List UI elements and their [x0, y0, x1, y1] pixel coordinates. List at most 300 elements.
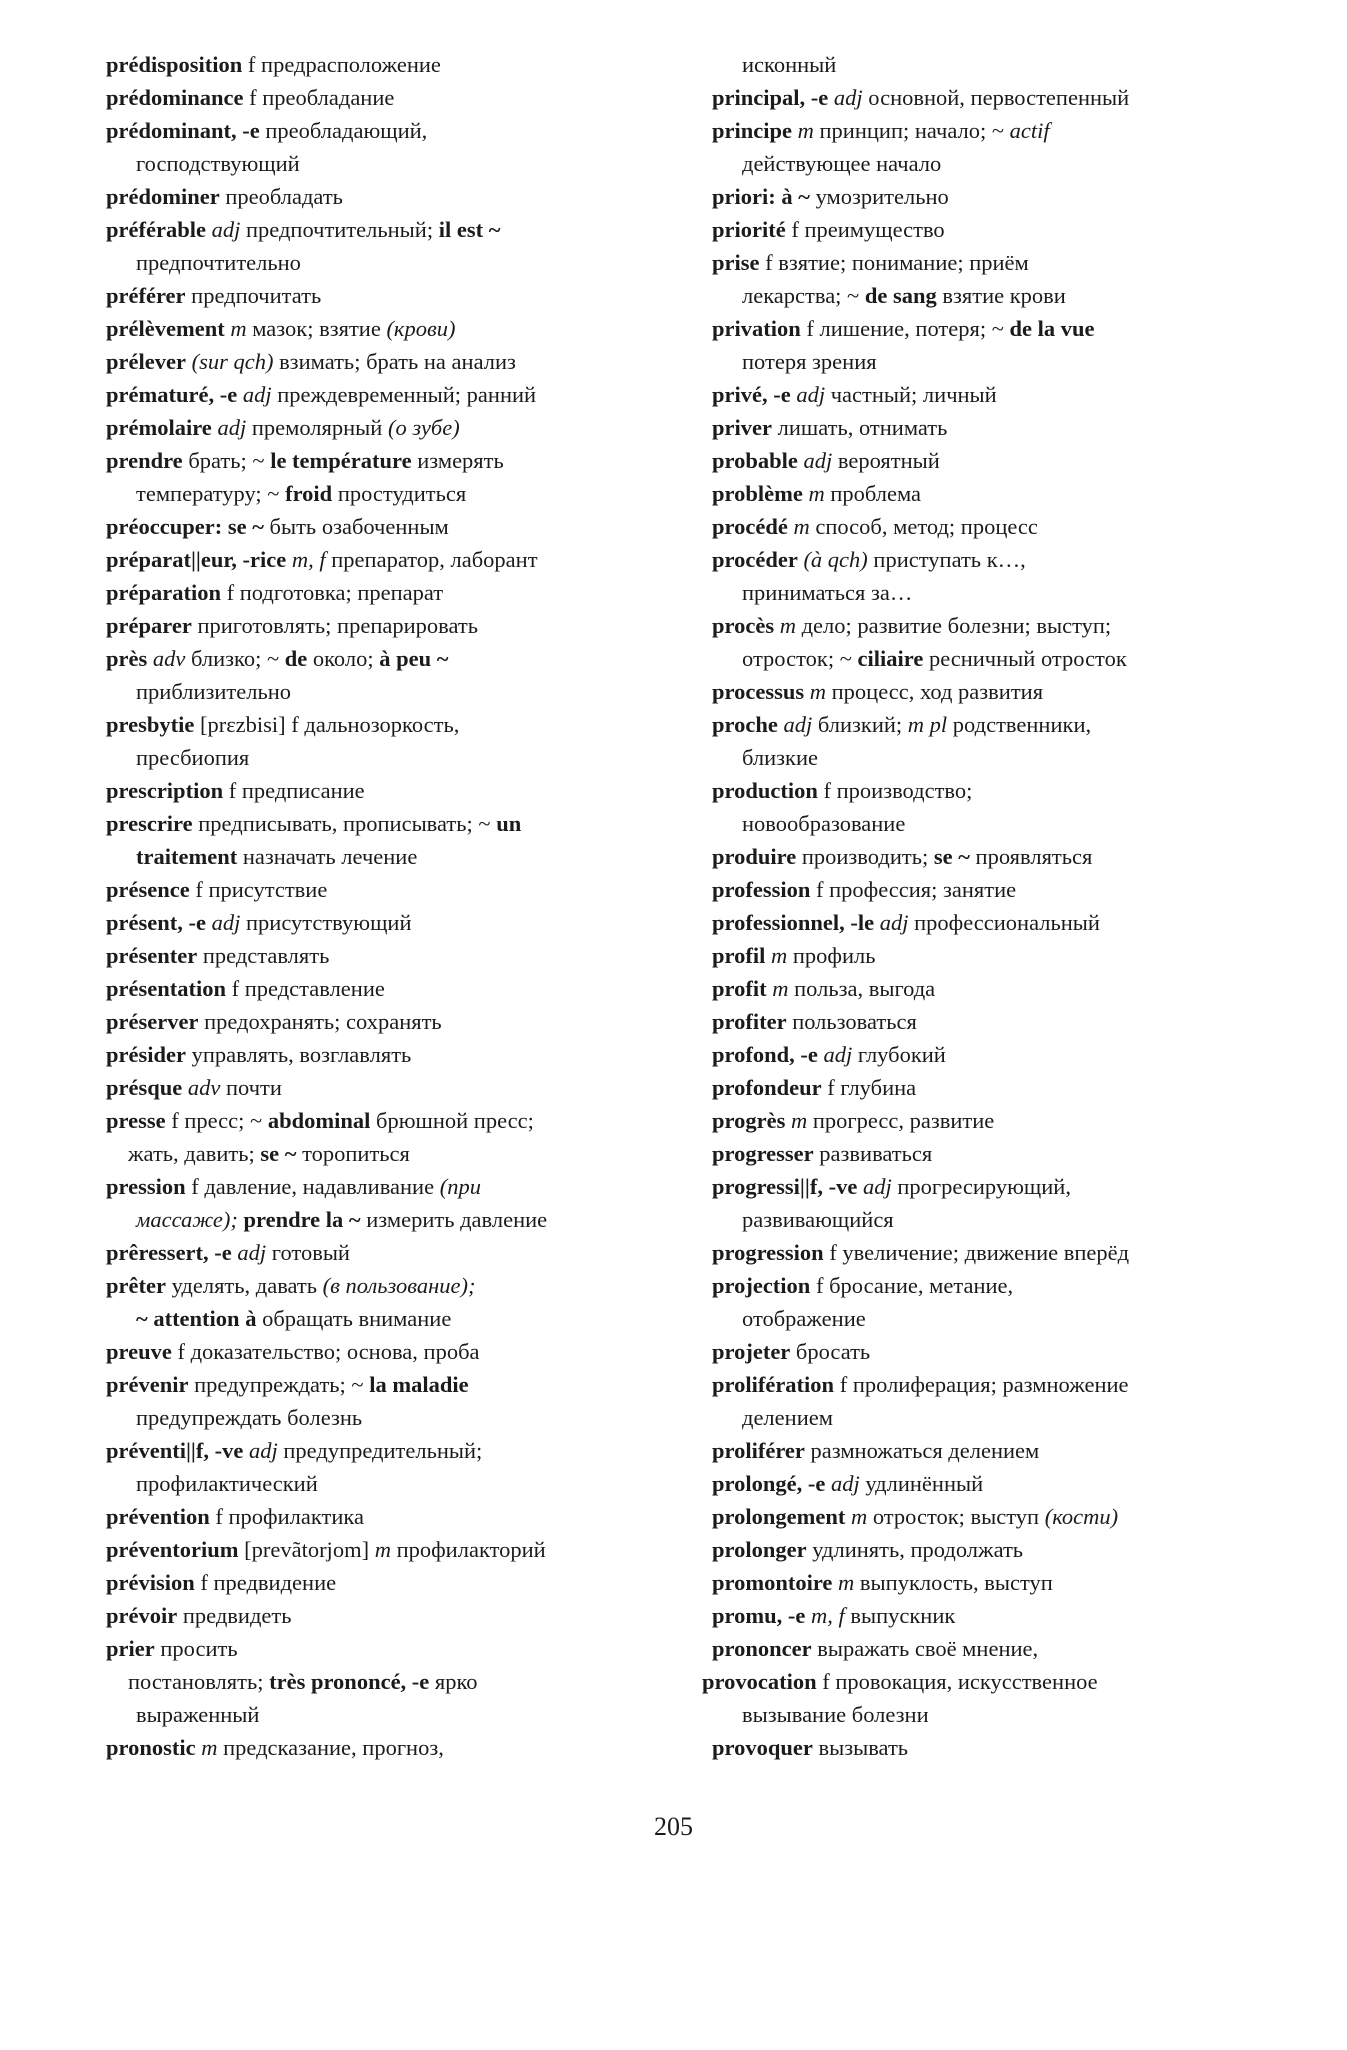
- continuation-line: [712, 642, 1272, 675]
- translation: близкий;: [812, 712, 908, 737]
- headword: prévenir: [106, 1372, 189, 1397]
- translation: выпускник: [844, 1603, 956, 1628]
- headword: traitement: [136, 844, 238, 869]
- entry-line: [712, 213, 1272, 246]
- headword: production: [712, 778, 818, 803]
- entry-line: [712, 906, 1272, 939]
- headword: de sang: [864, 283, 937, 308]
- entry-line: [712, 1566, 1272, 1599]
- grammar-label: m: [832, 1570, 855, 1595]
- translation: присутствующий: [240, 910, 412, 935]
- entry-line: [712, 1599, 1272, 1632]
- entry-line: [712, 1269, 1272, 1302]
- headword: progrès: [712, 1108, 786, 1133]
- entry-line: [106, 1368, 696, 1401]
- headword: principe: [712, 118, 793, 143]
- grammar-label: массаже);: [136, 1207, 244, 1232]
- translation: f преимущество: [785, 217, 945, 242]
- translation: f давление, надавливание: [185, 1174, 440, 1199]
- grammar-label: m: [785, 1108, 808, 1133]
- entry-line: [106, 774, 696, 807]
- headword: proche: [712, 712, 778, 737]
- grammar-label: adv: [147, 646, 186, 671]
- headword: produire: [712, 844, 797, 869]
- grammar-label: adj: [825, 1471, 860, 1496]
- translation: f взятие; понимание; приём: [759, 250, 1029, 275]
- entry-line: [712, 774, 1272, 807]
- continuation-line: [106, 675, 696, 708]
- translation: удлинять, продолжать: [806, 1537, 1024, 1562]
- grammar-label: adj: [857, 1174, 892, 1199]
- entry-line: [106, 873, 696, 906]
- headword: procès: [712, 613, 775, 638]
- grammar-label: m: [374, 1537, 391, 1562]
- headword: prévoir: [106, 1603, 178, 1628]
- entry-line: [106, 1236, 696, 1269]
- translation: взятие крови: [936, 283, 1066, 308]
- headword: de la vue: [1009, 316, 1095, 341]
- entry-line: [106, 1269, 696, 1302]
- headword: prescription: [106, 778, 224, 803]
- translation: близкие: [742, 745, 819, 770]
- entry-line: [712, 1467, 1272, 1500]
- headword: un: [496, 811, 522, 836]
- entry-line: [712, 1434, 1272, 1467]
- grammar-label: (крови): [386, 316, 456, 341]
- entry-line: [106, 1434, 696, 1467]
- grammar-label: adj: [777, 712, 813, 737]
- entry-line: [106, 642, 696, 675]
- translation: приступать к…,: [867, 547, 1026, 572]
- headword: prévision: [106, 1570, 195, 1595]
- entry-line: [106, 411, 696, 444]
- headword: priori: à ~: [712, 184, 810, 209]
- entry-line: [712, 1500, 1272, 1533]
- entry-line: [712, 840, 1272, 873]
- translation: измерить давление: [360, 1207, 548, 1232]
- translation: предсказание, прогноз,: [217, 1735, 444, 1760]
- translation: пользоваться: [786, 1009, 917, 1034]
- headword: préparation: [106, 580, 221, 605]
- translation: почти: [220, 1075, 282, 1100]
- grammar-label: actif: [1009, 118, 1050, 143]
- headword: provoquer: [712, 1735, 813, 1760]
- headword: profil: [712, 943, 766, 968]
- translation: профилакторий: [390, 1537, 546, 1562]
- continuation-line: [712, 741, 1272, 774]
- translation: преждевременный; ранний: [271, 382, 537, 407]
- entry-line: [712, 444, 1272, 477]
- translation: развиваться: [813, 1141, 933, 1166]
- continuation-line: [712, 1698, 1272, 1731]
- translation: постановлять;: [128, 1669, 270, 1694]
- headword: prédominer: [106, 184, 220, 209]
- entry-line: [106, 939, 696, 972]
- headword: à peu ~: [379, 646, 449, 671]
- translation: f представление: [226, 976, 385, 1001]
- entry-line: [106, 543, 696, 576]
- headword: promontoire: [712, 1570, 833, 1595]
- translation: f профессия; занятие: [810, 877, 1017, 902]
- headword: processus: [712, 679, 805, 704]
- headword: présentation: [106, 976, 226, 1001]
- grammar-label: (при: [439, 1174, 481, 1199]
- headword: privé, -e: [712, 382, 791, 407]
- headword: problème: [712, 481, 803, 506]
- headword: progression: [712, 1240, 824, 1265]
- entry-line: [712, 972, 1272, 1005]
- headword: prier: [106, 1636, 155, 1661]
- translation: f бросание, метание,: [810, 1273, 1014, 1298]
- headword: profond, -e: [712, 1042, 818, 1067]
- headword: près: [106, 646, 148, 671]
- grammar-label: m: [774, 613, 796, 638]
- entry-line: [712, 114, 1272, 147]
- translation: ресничный отросток: [923, 646, 1127, 671]
- headword: préventi||f, -ve: [106, 1438, 244, 1463]
- headword: préparer: [106, 613, 192, 638]
- headword: préférer: [106, 283, 186, 308]
- grammar-label: adj: [790, 382, 826, 407]
- translation: основной, первостепенный: [862, 85, 1130, 110]
- headword: presbytie: [106, 712, 195, 737]
- translation: профессиональный: [908, 910, 1100, 935]
- translation: предупреждать болезнь: [136, 1405, 363, 1430]
- headword: priorité: [712, 217, 786, 242]
- headword: prendre la ~: [243, 1207, 361, 1232]
- entry-line: [106, 906, 696, 939]
- translation: предпочтительный;: [240, 217, 439, 242]
- translation: ярко: [429, 1669, 478, 1694]
- translation: измерять: [411, 448, 504, 473]
- translation: премолярный: [246, 415, 388, 440]
- entry-line: [106, 114, 696, 147]
- translation: близко; ~: [185, 646, 285, 671]
- entry-line: [712, 1038, 1272, 1071]
- translation: исконный: [742, 52, 837, 77]
- translation: отображение: [742, 1306, 866, 1331]
- translation: f провокация, искусственное: [816, 1669, 1098, 1694]
- translation: лекарства; ~: [742, 283, 865, 308]
- headword: présider: [106, 1042, 186, 1067]
- entry-line: [106, 213, 696, 246]
- grammar-label: m, f: [286, 547, 326, 572]
- entry-line: [712, 1104, 1272, 1137]
- entry-line: [106, 345, 696, 378]
- right-column: [702, 48, 1272, 1764]
- translation: представлять: [197, 943, 330, 968]
- headword: prolongement: [712, 1504, 846, 1529]
- headword: privation: [712, 316, 801, 341]
- grammar-label: m pl: [907, 712, 948, 737]
- continuation-line: [106, 1137, 696, 1170]
- continuation-line: [712, 345, 1272, 378]
- headword: de: [284, 646, 308, 671]
- translation: f увеличение; движение вперёд: [823, 1240, 1130, 1265]
- translation: f лишение, потеря; ~: [800, 316, 1010, 341]
- entry-line: [712, 378, 1272, 411]
- translation: [prɛzbisi] f дальнозоркость,: [194, 712, 460, 737]
- entry-line: [712, 1137, 1272, 1170]
- translation: размножаться делением: [804, 1438, 1040, 1463]
- translation: вероятный: [832, 448, 940, 473]
- continuation-line: [712, 1302, 1272, 1335]
- headword: prématuré, -e: [106, 382, 238, 407]
- translation: брюшной пресс;: [370, 1108, 534, 1133]
- entry-line: [712, 1236, 1272, 1269]
- entry-line: [712, 1005, 1272, 1038]
- continuation-line: [106, 147, 696, 180]
- grammar-label: m: [765, 943, 788, 968]
- headword: probable: [712, 448, 798, 473]
- grammar-label: m: [845, 1504, 868, 1529]
- translation: предвидеть: [177, 1603, 292, 1628]
- translation: мазок; взятие: [246, 316, 387, 341]
- entry-line: [712, 1731, 1272, 1764]
- headword: préoccuper: se ~: [106, 514, 264, 539]
- headword: prolifération: [712, 1372, 835, 1397]
- grammar-label: adj: [205, 910, 241, 935]
- continuation-line: [106, 1401, 696, 1434]
- translation: частный; личный: [825, 382, 997, 407]
- headword: prédominance: [106, 85, 244, 110]
- translation: предпочтительно: [136, 250, 301, 275]
- continuation-line: [106, 1665, 696, 1698]
- translation: просить: [154, 1636, 238, 1661]
- entry-line: [712, 873, 1272, 906]
- grammar-label: m: [224, 316, 247, 341]
- headword: progresser: [712, 1141, 814, 1166]
- translation: умозрительно: [809, 184, 949, 209]
- translation: прогресирующий,: [891, 1174, 1071, 1199]
- entry-line: [106, 1335, 696, 1368]
- translation: f пресс; ~: [165, 1108, 268, 1133]
- headword: principal, -e: [712, 85, 829, 110]
- headword: procéder: [712, 547, 798, 572]
- translation: f профилактика: [209, 1504, 364, 1529]
- entry-line: [712, 81, 1272, 114]
- page-number: 205: [654, 1812, 693, 1841]
- grammar-label: m: [195, 1735, 218, 1760]
- translation: [prevãtorjom]: [238, 1537, 375, 1562]
- headword: présent, -e: [106, 910, 206, 935]
- entry-line: [106, 1533, 696, 1566]
- headword: préférable: [106, 217, 206, 242]
- entry-line: [106, 1005, 696, 1038]
- left-column: [106, 48, 696, 1764]
- headword: prescrire: [106, 811, 193, 836]
- grammar-label: adj: [211, 415, 247, 440]
- translation: потеря зрения: [742, 349, 877, 374]
- headword: projection: [712, 1273, 811, 1298]
- entry-line: [106, 1104, 696, 1137]
- headword: professionnel, -le: [712, 910, 875, 935]
- translation: f присутствие: [189, 877, 328, 902]
- entry-line: [702, 1665, 1272, 1698]
- entry-line: [712, 312, 1272, 345]
- translation: f производство;: [817, 778, 973, 803]
- headword: prolonger: [712, 1537, 807, 1562]
- headword: froid: [285, 481, 333, 506]
- grammar-label: m: [804, 679, 826, 704]
- continuation-line: [712, 1203, 1272, 1236]
- translation: удлинённый: [859, 1471, 984, 1496]
- translation: глубокий: [852, 1042, 946, 1067]
- entry-line: [106, 972, 696, 1005]
- entry-line: [712, 675, 1272, 708]
- grammar-label: adv: [182, 1075, 221, 1100]
- grammar-label: adj: [205, 217, 241, 242]
- headword: prise: [712, 250, 760, 275]
- translation: предупредительный;: [277, 1438, 483, 1463]
- headword: profiter: [712, 1009, 787, 1034]
- translation: около;: [307, 646, 380, 671]
- grammar-label: adj: [231, 1240, 267, 1265]
- entry-line: [106, 1170, 696, 1203]
- headword: abdominal: [267, 1108, 371, 1133]
- translation: прогресс, развитие: [807, 1108, 995, 1133]
- translation: лишать, отнимать: [771, 415, 948, 440]
- translation: господствующий: [136, 151, 300, 176]
- translation: готовый: [266, 1240, 350, 1265]
- translation: f глубина: [821, 1075, 917, 1100]
- entry-line: [106, 1500, 696, 1533]
- entry-line: [106, 1302, 696, 1335]
- entry-line: [106, 81, 696, 114]
- grammar-label: (à qch): [797, 547, 868, 572]
- translation: выраженный: [136, 1702, 260, 1727]
- translation: f доказательство; основа, проба: [171, 1339, 480, 1364]
- entry-line: [106, 48, 696, 81]
- entry-line: [106, 378, 696, 411]
- grammar-label: adj: [243, 1438, 278, 1463]
- continuation-line: [106, 1698, 696, 1731]
- translation: f преобладание: [243, 85, 395, 110]
- headword: prendre: [106, 448, 183, 473]
- headword: provocation: [702, 1669, 817, 1694]
- translation: назначать лечение: [237, 844, 418, 869]
- translation: вызывание болезни: [742, 1702, 929, 1727]
- headword: présence: [106, 877, 190, 902]
- translation: производить;: [796, 844, 934, 869]
- headword: préparat||eur, -rice: [106, 547, 287, 572]
- entry-line: [106, 576, 696, 609]
- entry-line: [106, 1566, 696, 1599]
- translation: приблизительно: [136, 679, 292, 704]
- translation: предписывать, прописывать; ~: [192, 811, 497, 836]
- headword: profit: [712, 976, 767, 1001]
- entry-line: [106, 1599, 696, 1632]
- entry-line: [712, 1368, 1272, 1401]
- grammar-label: adj: [797, 448, 833, 473]
- entry-line: [106, 840, 696, 873]
- headword: la maladie: [369, 1372, 469, 1397]
- headword: ~ attention à: [136, 1306, 257, 1331]
- entry-line: [106, 444, 696, 477]
- translation: действующее начало: [742, 151, 942, 176]
- translation: предупреждать; ~: [188, 1372, 370, 1397]
- grammar-label: m: [787, 514, 810, 539]
- translation: профиль: [787, 943, 876, 968]
- entry-line: [106, 807, 696, 840]
- headword: progressi||f, -ve: [712, 1174, 858, 1199]
- translation: f подготовка; препарат: [221, 580, 444, 605]
- translation: выпуклость, выступ: [854, 1570, 1053, 1595]
- translation: новообразование: [742, 811, 906, 836]
- headword: priver: [712, 415, 772, 440]
- headword: prévention: [106, 1504, 210, 1529]
- headword: promu, -e: [712, 1603, 806, 1628]
- headword: prêter: [106, 1273, 166, 1298]
- grammar-label: m: [802, 481, 825, 506]
- continuation-line: [106, 477, 696, 510]
- translation: взимать; брать на анализ: [273, 349, 516, 374]
- headword: prolongé, -e: [712, 1471, 826, 1496]
- headword: il est ~: [438, 217, 501, 242]
- continuation-line: [712, 1401, 1272, 1434]
- headword: prélèvement: [106, 316, 225, 341]
- translation: бросать: [790, 1339, 871, 1364]
- entry-line: [712, 609, 1272, 642]
- continuation-line: [106, 1467, 696, 1500]
- translation: брать; ~: [182, 448, 271, 473]
- headword: prémolaire: [106, 415, 212, 440]
- continuation-line: [712, 48, 1272, 81]
- continuation-line: [712, 147, 1272, 180]
- entry-line: [106, 1071, 696, 1104]
- headword: présenter: [106, 943, 198, 968]
- translation: делением: [742, 1405, 833, 1430]
- translation: процесс, ход развития: [825, 679, 1044, 704]
- translation: обращать внимание: [256, 1306, 452, 1331]
- entry-line: [712, 411, 1272, 444]
- entry-line: [106, 180, 696, 213]
- grammar-label: adj: [828, 85, 863, 110]
- headword: profondeur: [712, 1075, 822, 1100]
- grammar-label: adj: [817, 1042, 853, 1067]
- headword: projeter: [712, 1339, 791, 1364]
- headword: pression: [106, 1174, 186, 1199]
- translation: родственники,: [947, 712, 1092, 737]
- grammar-label: adj: [874, 910, 909, 935]
- headword: profession: [712, 877, 811, 902]
- headword: se ~: [933, 844, 970, 869]
- headword: procédé: [712, 514, 788, 539]
- entry-line: [712, 708, 1272, 741]
- translation: управлять, возглавлять: [185, 1042, 412, 1067]
- translation: f пролиферация; размножение: [834, 1372, 1129, 1397]
- translation: торопиться: [296, 1141, 410, 1166]
- translation: проявляться: [969, 844, 1093, 869]
- headword: ciliaire: [857, 646, 924, 671]
- headword: le température: [270, 448, 412, 473]
- continuation-line: [106, 741, 696, 774]
- headword: très prononcé, -e: [269, 1669, 430, 1694]
- translation: f предрасположение: [242, 52, 441, 77]
- headword: préventorium: [106, 1537, 239, 1562]
- translation: развивающийся: [742, 1207, 894, 1232]
- translation: простудиться: [332, 481, 467, 506]
- grammar-label: (sur qch): [185, 349, 274, 374]
- headword: prédominant, -e: [106, 118, 260, 143]
- translation: быть озабоченным: [263, 514, 449, 539]
- translation: преобладать: [219, 184, 343, 209]
- translation: f предвидение: [194, 1570, 337, 1595]
- headword: prédisposition: [106, 52, 243, 77]
- translation: пресбиопия: [136, 745, 250, 770]
- translation: преобладающий,: [259, 118, 428, 143]
- grammar-label: m: [792, 118, 814, 143]
